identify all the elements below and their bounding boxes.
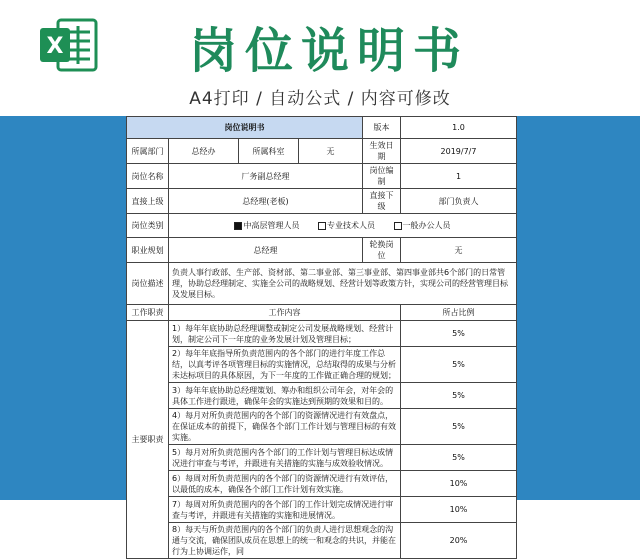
version-label: 版本	[363, 117, 401, 139]
page-title: 岗位说明书	[188, 23, 469, 79]
duty-ratio[interactable]: 10%	[401, 497, 517, 523]
duty-text[interactable]: 4）每月对所负责范围内的各个部门的资源情况进行有效盘点，在保证成本的前提下，确保各个部门工作计划与管理目标的有效实施。	[169, 409, 401, 445]
page-subtitle: A4打印 / 自动公式 / 内容可修改	[189, 89, 451, 109]
career-label: 职业规划	[127, 238, 169, 263]
rotation-value[interactable]: 无	[401, 238, 517, 263]
dept-value[interactable]: 总经办	[169, 139, 239, 164]
effective-value[interactable]: 2019/7/7	[401, 139, 517, 164]
main-duty-label: 主要职责	[127, 321, 169, 559]
category-option[interactable]: 专业技术人员	[318, 221, 375, 230]
effective-label: 生效日期	[363, 139, 401, 164]
duty-ratio[interactable]: 5%	[401, 321, 517, 347]
duty-text[interactable]: 3）每年年底协助总经理策划、筹办和组织公司年会，对年会的具体工作进行跟进，确保年会的实施达到预期的效果和目的。	[169, 383, 401, 409]
dept-label: 所属部门	[127, 139, 169, 164]
spreadsheet-area	[0, 116, 640, 556]
table-title-cell[interactable]: 岗位说明书	[127, 117, 363, 139]
section-label: 所属科室	[239, 139, 299, 164]
excel-logo-letter: X	[46, 34, 64, 59]
duty-text[interactable]: 5）每月对所负责范围内各个部门的工作计划与管理目标达成情况进行审查与考评，并跟进有关措施的实施与成效验收情况。	[169, 445, 401, 471]
checkbox-icon[interactable]	[318, 222, 326, 230]
checkbox-icon[interactable]	[394, 222, 402, 230]
content-header: 工作内容	[169, 305, 401, 321]
duty-ratio[interactable]: 5%	[401, 347, 517, 383]
post-name-value[interactable]: 厂务副总经理	[169, 164, 363, 189]
category-label: 岗位类别	[127, 214, 169, 238]
post-code-label: 岗位编制	[363, 164, 401, 189]
superior-label: 直接上级	[127, 189, 169, 214]
duty-text[interactable]: 6）每周对所负责范围内的各个部门的资源情况进行有效评估，以最低的成本，确保各个部门工作计划有效实施。	[169, 471, 401, 497]
duty-ratio[interactable]: 10%	[401, 471, 517, 497]
desc-text[interactable]: 负责人事行政部、生产部、资材部、第二事业部、第三事业部、第四事业部共6个部门的日常管理，协助总经理制定、实施全公司的战略规划、经营计划等政策方针，实现公司的经营管理目标及发展目标。	[169, 263, 517, 305]
category-options	[169, 214, 517, 238]
version-value[interactable]: 1.0	[401, 117, 517, 139]
duty-ratio[interactable]: 5%	[401, 445, 517, 471]
subordinate-label: 直接下级	[363, 189, 401, 214]
excel-icon	[38, 16, 100, 74]
category-option[interactable]: 中高层管理人员	[234, 221, 299, 230]
career-value[interactable]: 总经理	[169, 238, 363, 263]
subordinate-value[interactable]: 部门负责人	[401, 189, 517, 214]
rotation-label: 轮换岗位	[363, 238, 401, 263]
duty-ratio[interactable]: 20%	[401, 523, 517, 559]
ratio-header: 所占比例	[401, 305, 517, 321]
duty-text[interactable]: 1）每年年底协助总经理调整或制定公司发展战略规划、经营计划，制定公司下一年度的业务发展计划及管理目标；	[169, 321, 401, 347]
checkbox-checked-icon[interactable]	[234, 222, 242, 230]
post-code-value[interactable]: 1	[401, 164, 517, 189]
duty-text[interactable]: 2）每年年底指导所负责范围内的各个部门的进行年度工作总结，以真考评各项管理目标的实施情况，总结取得的成果与分析未达标项目的具体原因，为下一年度的工作做正确合理的规划；	[169, 347, 401, 383]
desc-label: 岗位描述	[127, 263, 169, 305]
superior-value[interactable]: 总经理(老板)	[169, 189, 363, 214]
section-value[interactable]: 无	[299, 139, 363, 164]
duty-ratio[interactable]: 5%	[401, 383, 517, 409]
duty-text[interactable]: 8）每天与所负责范围内的各个部门的负责人进行思想观念的沟通与交流，确保团队成员在思想上的统一和观念的共识，并能在行为上协调运作，同	[169, 523, 401, 559]
category-option[interactable]: 一般办公人员	[394, 221, 451, 230]
duty-text[interactable]: 7）每周对所负责范围内的各个部门的工作计划完成情况进行审查与考评，并跟进有关措施的实施和进展情况。	[169, 497, 401, 523]
job-description-table	[126, 116, 517, 559]
duty-ratio[interactable]: 5%	[401, 409, 517, 445]
post-name-label: 岗位名称	[127, 164, 169, 189]
duty-label: 工作职责	[127, 305, 169, 321]
